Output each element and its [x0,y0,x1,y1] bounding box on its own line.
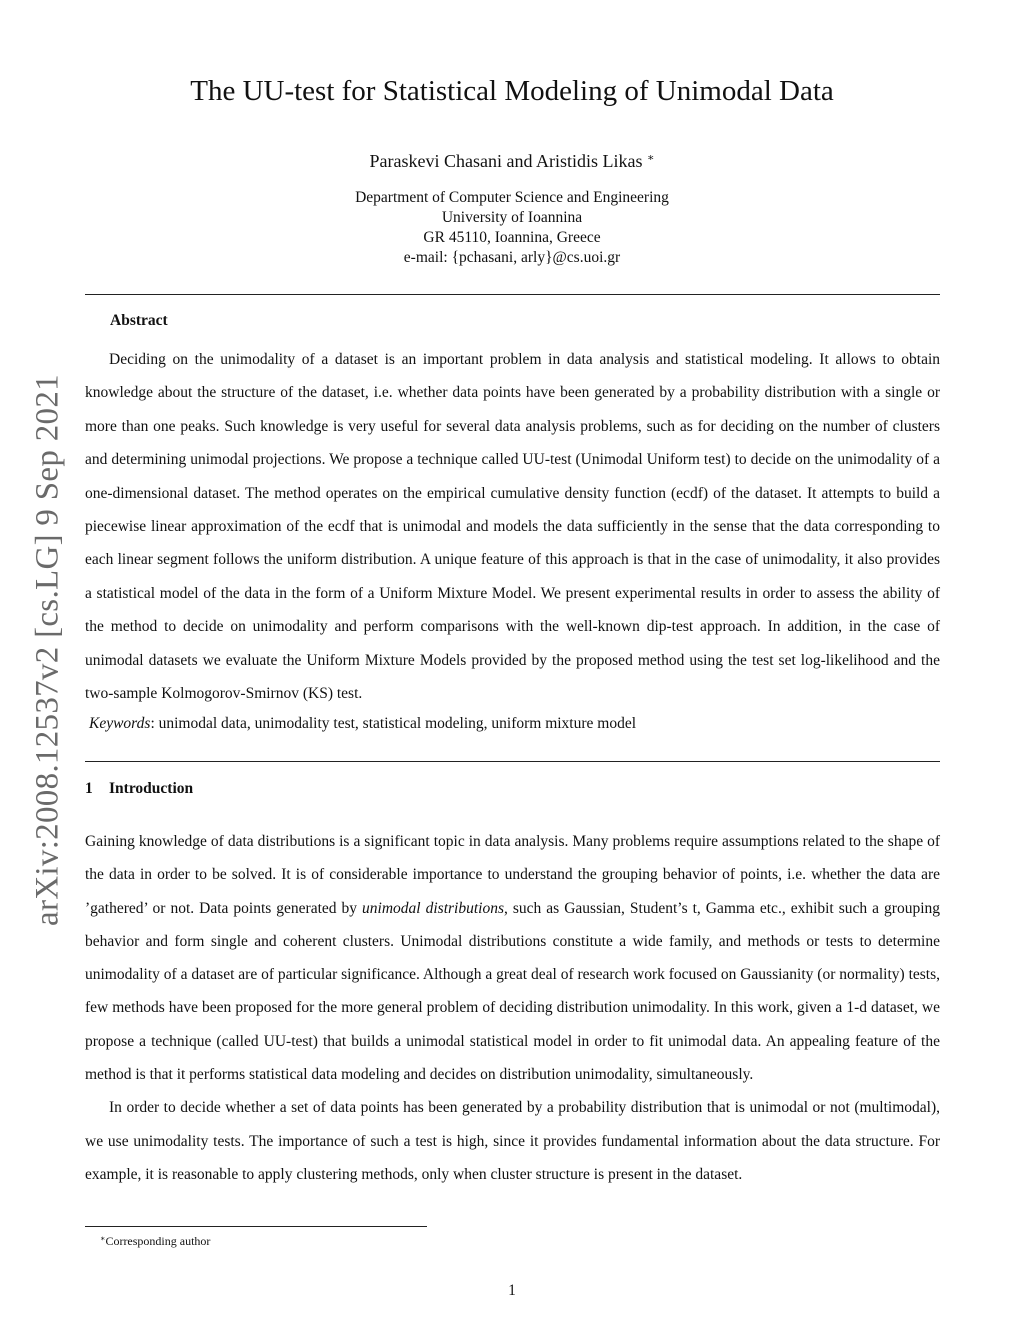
footnote-divider [85,1226,427,1227]
top-divider [85,294,940,295]
abstract-body [85,343,940,710]
affiliation-address: GR 45110, Ioannina, Greece [423,229,601,246]
section-title: Introduction [109,780,194,797]
abstract-text: Deciding on the unimodality of a dataset is an important problem in data analysis and statistical modeling. It allows to obtain knowledge about the structure of the dataset, i.e. whether data points have been generated by a probability distribution with a single or more than one peaks. Such knowledge is very useful for several data analysis problems, such as for deciding on the number of clusters and determining unimodal projections. We propose a technique called UU-test (Unimodal Uniform test) to decide on the unimodality of a one-dimensional dataset. The method operates on the empirical cumulative density function (ecdf) of the dataset. It attempts to build a piecewise linear approximation of the ecdf that is unimodal and models the data sufficiently in the sense that the data corresponding to each linear segment follows the uniform distribution. A unique feature of this approach is that in the case of unimodality, it also provides a statistical model of the data in the form of a Uniform Mixture Model. We present experimental results in order to assess the ability of the method to decide on unimodality and perform comparisons with the well-known dip-test approach. In addition, in the case of unimodal datasets we evaluate the Uniform Mixture Models provided by the proposed method using the test set log-likelihood and the two-sample Kolmogorov-Smirnov (KS) test. [85,351,940,703]
footnote [100,1231,210,1249]
intro-p1-emphasis: unimodal distributions [362,899,504,917]
abstract-bottom-divider [85,761,940,762]
introduction-body [85,825,940,1191]
author-names: Paraskevi Chasani and Aristidis Likas [369,151,643,171]
footnote-text: Corresponding author [105,1234,211,1248]
intro-paragraph-1 [85,825,940,1091]
affiliation-email: e-mail: {pchasani, arly}@cs.uoi.gr [403,249,621,266]
affiliation [0,188,1024,268]
footnote-mark: ∗ [100,1234,106,1243]
keywords [85,712,940,736]
authors [0,146,1024,173]
affiliation-university: University of Ioannina [441,209,583,226]
intro-p1-part-a: Gaining knowledge of data distributions is a significant topic in data analysis. Many problems require assumptions related to the shape of the data in order to be solved. It is of considerable importance to understand the grouping behavior of points, i.e. whether the data are ’gathered’ or not. Data points generated by [85,833,940,917]
affiliation-department: Department of Computer Science and Engineering [355,189,669,206]
arxiv-side-identifier: arXiv:2008.12537v2 [cs.LG] 9 Sep 2021 [29,374,66,926]
paper-title: The UU-test for Statistical Modeling of Unimodal Data [190,75,834,107]
keywords-label: Keywords [89,715,151,732]
page-number: 1 [508,1282,516,1299]
author-footnote-mark: ∗ [646,152,655,164]
abstract-heading: Abstract [110,312,168,329]
section-number: 1 [85,780,93,797]
keywords-text: : unimodal data, unimodality test, statistical modeling, uniform mixture model [150,715,637,732]
section-heading [85,780,193,798]
intro-paragraph-2: In order to decide whether a set of data points has been generated by a probability distribution that is unimodal or not (multimodal), we use unimodality tests. The importance of such a test is high, since it provides fundamental information about the data structure. For example, it is reasonable to apply clustering methods, only when cluster structure is present in the dataset. [85,1099,940,1183]
intro-p1-part-b: , such as Gaussian, Student’s t, Gamma etc., exhibit such a grouping behavior and form single and coherent clusters. Unimodal distributions constitute a wide family, and methods or tests to determine unimodality of a dataset are of particular significance. Although a great deal of research work focused on Gaussianity (or normality) tests, few methods have been proposed for the more general problem of deciding distribution unimodality. In this work, given a 1-d dataset, we propose a technique (called UU-test) that builds a unimodal statistical model in order to fit unimodal data. An appealing feature of the method is that it performs statistical data modeling and decides on distribution unimodality, simultaneously. [85,899,941,1084]
